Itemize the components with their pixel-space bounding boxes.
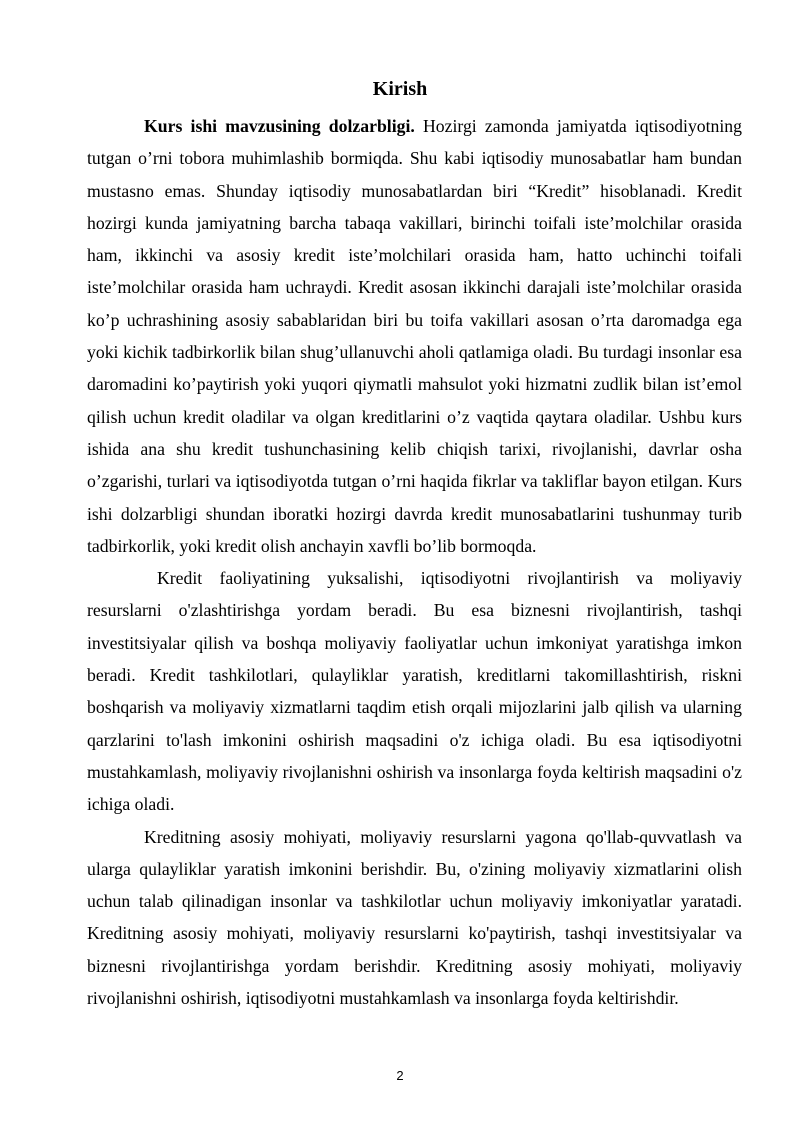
paragraph-credit-essence: Kreditning asosiy mohiyati, moliyaviy resurslarni yagona qo'llab-quvvatlash va ularga qulayliklar yaratish imkonini berishdir. Bu, o'zining moliyaviy xizmatlarini olish uchun talab qilinadigan insonlar va tashkilotlar uchun moliyaviy imkoniyatlar yaratadi. Kreditning asosiy mohiyati, moliyaviy resurslarni ko'paytirish, tashqi investitsiyalar va biznesni rivojlantirishga yordam berishdir. Kreditning asosiy mohiyati, moliyaviy rivojlanishni oshirish, iqtisodiyotni mustahkamlash va insonlarga foyda keltirishdir.: [87, 826, 742, 1009]
paragraph-lead: Kurs ishi mavzusining dolzarbligi.: [144, 116, 415, 136]
paragraph-relevance: [87, 110, 742, 562]
paragraph-text: Hozirgi zamonda jamiyatda iqtisodiyotning tutgan o’rni tobora muhimlashib bormiqda. Shu kabi iqtisodiy munosabatlar ham bundan mustasno emas. Shunday iqtisodiy munosabatlardan biri “Kredit” hisoblanadi. Kredit hozirgi kunda jamiyatning barcha tabaqa vakillari, birinchi toifali iste’molchilar orasida ham, ikkinchi va asosiy kredit iste’molchilari orasida ham, hatto uchinchi toifali iste’molchilar orasida ham uchraydi. Kredit asosan ikkinchi darajali iste’molchilar orasida ko’p uchrashining asosiy sabablaridan biri bu toifa vakillari asosan o’rta daromadga ega yoki kichik tadbirkorlik bilan shug’ullanuvchi aholi qatlamiga oladi. Bu turdagi insonlar esa daromadini ko’paytirish yoki yuqori qiymatli mahsulot yoki hizmatni zudlik bilan ist’emol qilish uchun kredit oladilar va olgan kreditlarini o’z vaqtida qaytara oladilar. Ushbu kurs ishida ana shu kredit tushunchasining kelib chiqish tarixi, rivojlanishi, davrlar osha o’zgarishi, turlari va iqtisodiyotda tutgan o’rni haqida fikrlar va takliflar bayon etilgan. Kurs ishi dolzarbligi shundan iboratki hozirgi davrda kredit munosabatlarini tushunmay turib tadbirkorlik, yoki kredit olish anchayin xavfli bo’lib bormoqda.: [87, 116, 742, 556]
section-heading: Kirish: [372, 78, 428, 100]
document-body: [87, 110, 742, 1014]
paragraph-credit-activity: Kredit faoliyatining yuksalishi, iqtisodiyotni rivojlantirish va moliyaviy resurslarni o'zlashtirishga yordam beradi. Bu esa biznesni rivojlantirish, tashqi investitsiyalar qilish va boshqa moliyaviy faoliyatlar uchun imkoniyat yaratishga imkon beradi. Kredit tashkilotlari, qulayliklar yaratish, kreditlarni takomillashtirish, riskni boshqarish va moliyaviy xizmatlarni taqdim etish orqali mijozlarini jalb qilish va ularning qarzlarini to'lash imkonini oshirish maqsadini o'z ichiga oladi. Bu esa iqtisodiyotni mustahkamlash, moliyaviy rivojlanishni oshirish va insonlarga foyda keltirish maqsadini o'z ichiga oladi.: [87, 568, 742, 815]
page-number: 2: [396, 1068, 404, 1083]
